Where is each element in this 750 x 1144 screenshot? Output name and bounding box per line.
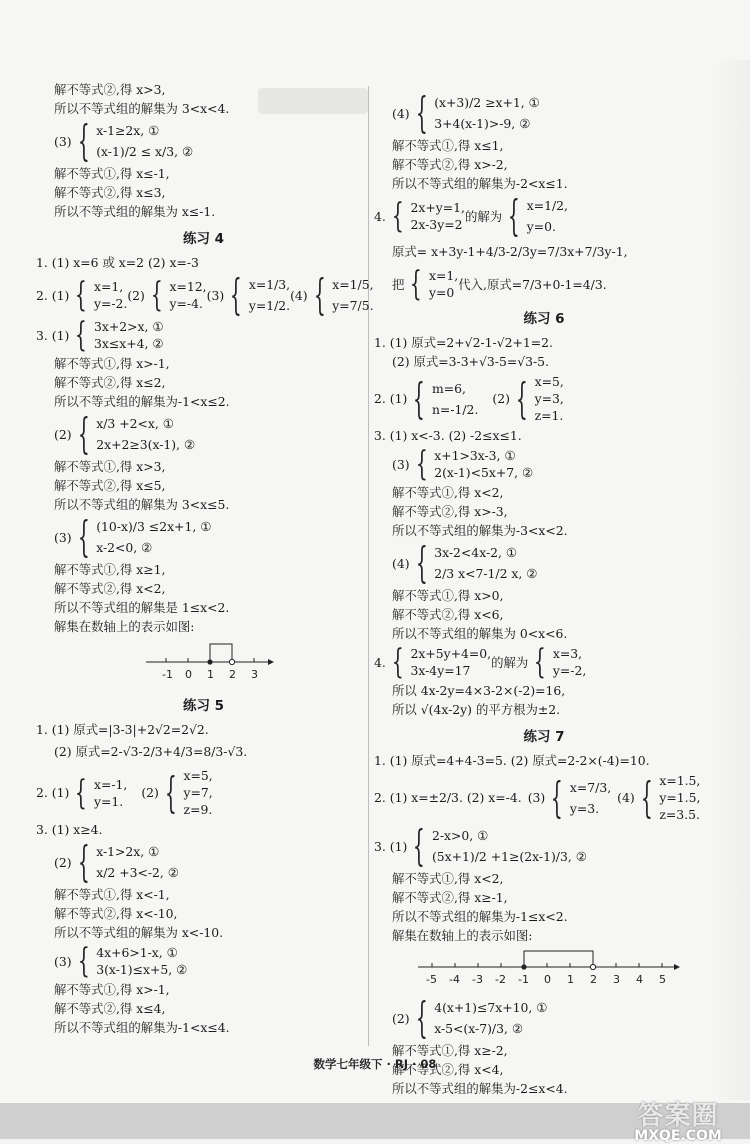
system-line: x-2<0, ② (96, 540, 153, 555)
system-line: y=3. (569, 800, 600, 816)
system-line: 3x≤x+4, ② (93, 336, 164, 351)
brace-icon: { (640, 772, 653, 823)
item-label: (4) (392, 555, 410, 571)
system-line: (5x+1)/2 +1≥(2x-1)/3, ② (431, 849, 587, 864)
item-label: (2) (392, 1010, 410, 1026)
tick-label: 3 (251, 668, 258, 681)
system-lines (410, 199, 464, 233)
item-label: (3) (54, 953, 72, 969)
system-line: (x+3)/2 ≥x+1, ① (434, 95, 540, 110)
tick-label: 0 (185, 668, 192, 681)
inline-text: 把 (392, 276, 405, 292)
text-line: (2) 原式=2-√3-2/3+4/3=8/3-√3. (54, 744, 248, 759)
inequality-system (36, 116, 371, 166)
inline-text: 的解为 (491, 654, 529, 670)
text-line: 解不等式①,得 x>0, (392, 588, 504, 603)
system-line: z=1. (534, 408, 564, 423)
tick-label: -2 (495, 973, 506, 986)
brace-icon: { (75, 772, 88, 813)
system-lines (184, 767, 213, 818)
item-label: (2) (54, 854, 72, 870)
brace-icon: { (77, 409, 90, 459)
system-line: x=5, (183, 768, 213, 783)
text-line: 所以不等式组的解集为-1≤x<2. (392, 909, 568, 924)
text-line: 解集在数轴上的表示如图: (54, 619, 195, 634)
system-line: y=-2, (552, 663, 587, 678)
tick-label: -1 (518, 973, 529, 986)
system-lines (94, 776, 127, 810)
tick-label: 3 (613, 973, 620, 986)
text-line: 所以不等式组的解集为-3<x<2. (392, 523, 568, 538)
system-lines (94, 278, 127, 312)
system-lines (249, 274, 290, 316)
text-line: 解不等式②,得 x≤3, (54, 185, 166, 200)
system-line: z=3.5. (659, 807, 700, 822)
tick-label: 0 (544, 973, 551, 986)
solution-systems (374, 772, 714, 823)
item-label: 4. (374, 208, 386, 224)
brace-icon: { (507, 191, 520, 241)
system-lines (434, 542, 537, 584)
watermark-logo (608, 1095, 748, 1144)
system-lines (96, 516, 211, 558)
section-title: 练习 7 (523, 729, 565, 745)
text-line: 解不等式①,得 x<-1, (54, 887, 170, 902)
axis-arrow-icon (674, 964, 680, 970)
system-line: y=1.5, (659, 790, 701, 805)
system-lines (96, 944, 187, 978)
text-line: 解不等式②,得 x<2, (54, 581, 166, 596)
text-line: 解不等式②,得 x<-10, (54, 906, 178, 921)
brace-icon: { (551, 772, 564, 823)
system-line: 3x-2<4x-2, ① (434, 545, 518, 560)
system-lines (434, 92, 540, 134)
brace-icon: { (313, 270, 326, 320)
brace-icon: { (230, 270, 242, 320)
brace-icon: { (391, 196, 404, 236)
text-line: 原式= x+3y-1+4/3-2/3y=7/3x+7/3y-1, (392, 244, 628, 259)
system-line: 3+4(x-1)>-9, ② (434, 116, 531, 131)
system-line: x=1/5, (332, 277, 374, 292)
item-label: (2) (54, 426, 72, 442)
text-line: 所以不等式组的解集为-1<x≤4. (54, 1020, 230, 1035)
text-line: 1. (1) x=6 或 x=2 (2) x=-3 (36, 255, 199, 270)
page-footer: 数学七年级下 · RJ · 08 (313, 1057, 437, 1071)
bleed-through-shadow (715, 60, 750, 1100)
item-label: 2. (1) (36, 287, 70, 303)
inequality-system (374, 444, 714, 484)
system-line: 3(x-1)≤x+5, ② (96, 962, 188, 977)
brace-icon: { (75, 315, 88, 355)
tick-label: 4 (636, 973, 643, 986)
system-line: x=7/3, (569, 779, 612, 795)
text-line: 解不等式②,得 x≤4, (54, 1001, 166, 1016)
inequality-system (374, 821, 714, 871)
system-line: 2x+y=1, (410, 200, 465, 215)
system-line: 2(x-1)<5x+7, ② (434, 465, 534, 480)
system-line: y=1/2. (248, 298, 291, 313)
text-line: 解不等式②,得 x≥-1, (392, 890, 508, 905)
brace-icon: { (415, 538, 428, 588)
brace-icon: { (413, 373, 426, 424)
inequality-system (374, 993, 714, 1043)
brace-icon: { (515, 373, 528, 424)
system-line: (10-x)/3 ≤2x+1, ① (96, 519, 212, 534)
system-lines (332, 274, 373, 316)
system-line: x-1>2x, ① (96, 844, 160, 859)
tick-label: -5 (426, 973, 437, 986)
open-dot (229, 659, 234, 664)
item-label: 3. (1) (374, 838, 408, 854)
system-line: 3x+2>x, ① (93, 319, 164, 334)
system-lines (659, 772, 700, 823)
inequality-system (374, 88, 714, 138)
text-line: 解不等式②,得 x>3, (54, 82, 166, 97)
item-label: (2) (492, 391, 510, 406)
left-column (36, 80, 374, 1037)
text-line: 解不等式②,得 x>-3, (392, 504, 508, 519)
item-label: (2) (141, 785, 159, 800)
system-line: y=-4. (169, 296, 203, 311)
system-line: x=1, (93, 279, 124, 294)
inequality-system (36, 512, 371, 562)
number-line-2-svg (374, 949, 704, 989)
system-lines (527, 195, 568, 237)
text-line: 所以不等式组的解集为 x<-10. (54, 925, 224, 940)
system-line: 2x+2≥3(x-1), ② (96, 437, 196, 452)
system-line: 3x-4y=17 (410, 663, 471, 678)
text-line: 解不等式①,得 x≤1, (392, 138, 504, 153)
substitution-line (374, 264, 714, 304)
text-line: 所以不等式组的解集为-2≤x<4. (392, 1081, 568, 1096)
right-column (374, 90, 714, 1098)
item-label: (4) (392, 105, 410, 121)
system-line: 4x+6>1-x, ① (96, 945, 178, 960)
system-line: z=9. (183, 802, 213, 817)
section-title: 练习 6 (523, 311, 565, 327)
system-line: x-1≥2x, ① (96, 123, 160, 138)
brace-icon: { (164, 767, 177, 818)
brace-icon: { (77, 512, 90, 562)
watermark-url: MXQE.COM (634, 1128, 722, 1144)
item-label: (3) (54, 133, 72, 149)
text-line: 所以 √(4x-2y) 的平方根为±2. (392, 702, 561, 717)
inequality-system (36, 409, 371, 459)
tick-label: -4 (449, 973, 460, 986)
axis-arrow-icon (268, 659, 274, 665)
text-line: 解不等式①,得 x>3, (54, 459, 166, 474)
brace-icon: { (415, 88, 428, 138)
system-line: y=7, (183, 785, 213, 800)
system-lines (96, 120, 193, 162)
system-line: 2x+5y+4=0, (410, 646, 492, 661)
text-line: 解不等式①,得 x≥-2, (392, 1043, 508, 1058)
closed-dot (521, 964, 526, 969)
system-line: x=1.5, (659, 773, 701, 788)
item-label: 4. (374, 654, 386, 670)
item-label: (3) (392, 456, 410, 472)
system-line: x=1/3, (248, 277, 291, 292)
item-label: (2) (127, 287, 145, 303)
brace-icon: { (534, 642, 547, 682)
system-line: x/3 +2<x, ① (96, 416, 174, 431)
watermark-title: 答案圈 (637, 1101, 719, 1131)
text-line: 所以不等式组的解集是 1≤x<2. (54, 600, 230, 615)
system-line: y=3, (534, 391, 564, 406)
equation-system (374, 642, 714, 682)
system-line: x/2 +3<-2, ② (96, 865, 179, 880)
text-line: 解不等式②,得 x<4, (392, 1062, 504, 1077)
system-line: (x-1)/2 ≤ x/3, ② (96, 144, 194, 159)
system-line: x=-1, (93, 776, 128, 792)
item-label: (4) (290, 287, 308, 303)
system-line: x=12, (169, 279, 207, 294)
number-line-1 (36, 640, 371, 688)
brace-icon: { (77, 941, 90, 981)
system-lines (410, 645, 491, 679)
item-label: (3) (54, 529, 72, 545)
system-lines (434, 997, 547, 1039)
system-lines (94, 318, 164, 352)
item-label: 2. (1) (36, 785, 70, 800)
solution-systems (374, 373, 714, 424)
text-line: 3. (1) x≥4. (36, 822, 103, 837)
brace-icon: { (415, 993, 428, 1043)
inequality-system (36, 315, 371, 355)
text-line: 解不等式①,得 x<2, (392, 485, 504, 500)
system-line: 2/3 x<7-1/2 x, ② (434, 566, 538, 581)
system-lines (570, 777, 611, 819)
item-label: 3. (1) (36, 327, 70, 343)
system-line: y=0. (526, 219, 556, 234)
item-label: (3) (527, 790, 546, 805)
text-line: 解不等式①,得 x>-1, (54, 356, 170, 371)
system-lines (432, 378, 478, 420)
text-line: 解不等式①,得 x≥1, (54, 562, 166, 577)
text-line: 解不等式②,得 x≤5, (54, 478, 166, 493)
text-line: 解不等式②,得 x>-2, (392, 157, 508, 172)
system-line: 4(x+1)≤7x+10, ① (434, 1000, 548, 1015)
inequality-system (36, 837, 371, 887)
system-line: x-5<(x-7)/3, ② (434, 1021, 523, 1036)
item-label: 2. (1) (374, 391, 408, 406)
text-line: 所以 4x-2y=4×3-2×(-2)=16, (392, 683, 566, 698)
item-label: (4) (617, 790, 635, 805)
brace-icon: { (150, 275, 163, 315)
text-line: 解不等式①,得 x>-1, (54, 982, 170, 997)
system-line: x=1, (429, 268, 459, 283)
closed-dot (207, 659, 212, 664)
text-line: 所以不等式组的解集为 0<x<6. (392, 626, 568, 641)
system-line: y=7/5. (332, 298, 374, 313)
text-line: 解集在数轴上的表示如图: (392, 928, 533, 943)
text-line: 1. (1) 原式=|3-3|+2√2=2√2. (36, 722, 209, 737)
system-lines (432, 825, 587, 867)
text-line: 1. (1) 原式=2+√2-1-√2+1=2. (374, 335, 553, 350)
system-line: 2-x>0, ① (431, 828, 489, 843)
solution-systems (36, 767, 371, 818)
system-lines (170, 278, 207, 312)
brace-icon: { (410, 264, 423, 304)
tick-label: -1 (162, 668, 173, 681)
text-line: 解不等式①,得 x<2, (392, 871, 504, 886)
text-line: 所以不等式组的解集为 x≤-1. (54, 204, 216, 219)
inequality-system (374, 538, 714, 588)
text-line: 解不等式②,得 x≤2, (54, 375, 166, 390)
section-title: 练习 5 (182, 698, 225, 714)
system-line: m=6, (431, 380, 466, 396)
system-lines (553, 645, 586, 679)
section-title: 练习 4 (182, 231, 225, 247)
system-lines (96, 841, 179, 883)
system-line: y=-2. (93, 296, 128, 311)
item-label: (3) (206, 287, 225, 303)
brace-icon: { (415, 444, 428, 484)
text-line: 解不等式①,得 x≤-1, (54, 166, 170, 181)
brace-icon: { (77, 116, 90, 166)
ticks (432, 963, 662, 967)
number-line-1-svg (36, 640, 366, 684)
system-line: y=1. (93, 793, 124, 809)
system-line: n=-1/2. (431, 401, 479, 417)
solution-range (524, 951, 593, 967)
solution-range (210, 644, 232, 662)
equation-system (374, 191, 714, 241)
system-lines (429, 267, 458, 301)
text-line: 1. (1) 原式=4+4-3=5. (2) 原式=2-2×(-4)=10. (374, 753, 650, 768)
brace-icon: { (77, 837, 90, 887)
inline-text: 2. (1) x=±2/3. (2) x=-4. (374, 790, 522, 805)
text-line: (2) 原式=3-3+√3-5=√3-5. (392, 354, 550, 369)
text-line: 所以不等式组的解集为 3<x≤5. (54, 497, 230, 512)
system-line: x+1>3x-3, ① (434, 448, 516, 463)
inline-text: 的解为 (464, 208, 503, 224)
text-line: 所以不等式组的解集为-1<x≤2. (54, 394, 230, 409)
system-lines (434, 447, 533, 481)
brace-icon: { (75, 275, 88, 315)
solution-systems (36, 270, 374, 320)
tick-label: 5 (659, 973, 666, 986)
system-line: y=0 (429, 285, 455, 300)
system-lines (535, 373, 564, 424)
system-line: x=5, (534, 374, 564, 389)
tick-label: 1 (567, 973, 574, 986)
inline-text: 代入,原式=7/3+0-1=4/3. (458, 276, 607, 292)
number-line-2 (374, 949, 714, 993)
system-line: x=3, (552, 646, 583, 661)
tick-label: 2 (590, 973, 597, 986)
text-line: 3. (1) x<-3. (2) -2≤x≤1. (374, 428, 522, 443)
text-line: 解不等式②,得 x<6, (392, 607, 504, 622)
brace-icon: { (413, 821, 426, 871)
text-line: 所以不等式组的解集为-2<x≤1. (392, 176, 568, 191)
brace-icon: { (391, 642, 404, 682)
inequality-system (36, 941, 371, 981)
tick-label: -3 (472, 973, 483, 986)
system-lines (96, 413, 195, 455)
open-dot (590, 964, 595, 969)
system-line: 2x-3y=2 (410, 217, 463, 232)
text-line: 所以不等式组的解集为 3<x<4. (54, 101, 230, 116)
tick-label: 2 (229, 668, 236, 681)
system-line: x=1/2, (526, 198, 568, 213)
tick-label: 1 (207, 668, 214, 681)
